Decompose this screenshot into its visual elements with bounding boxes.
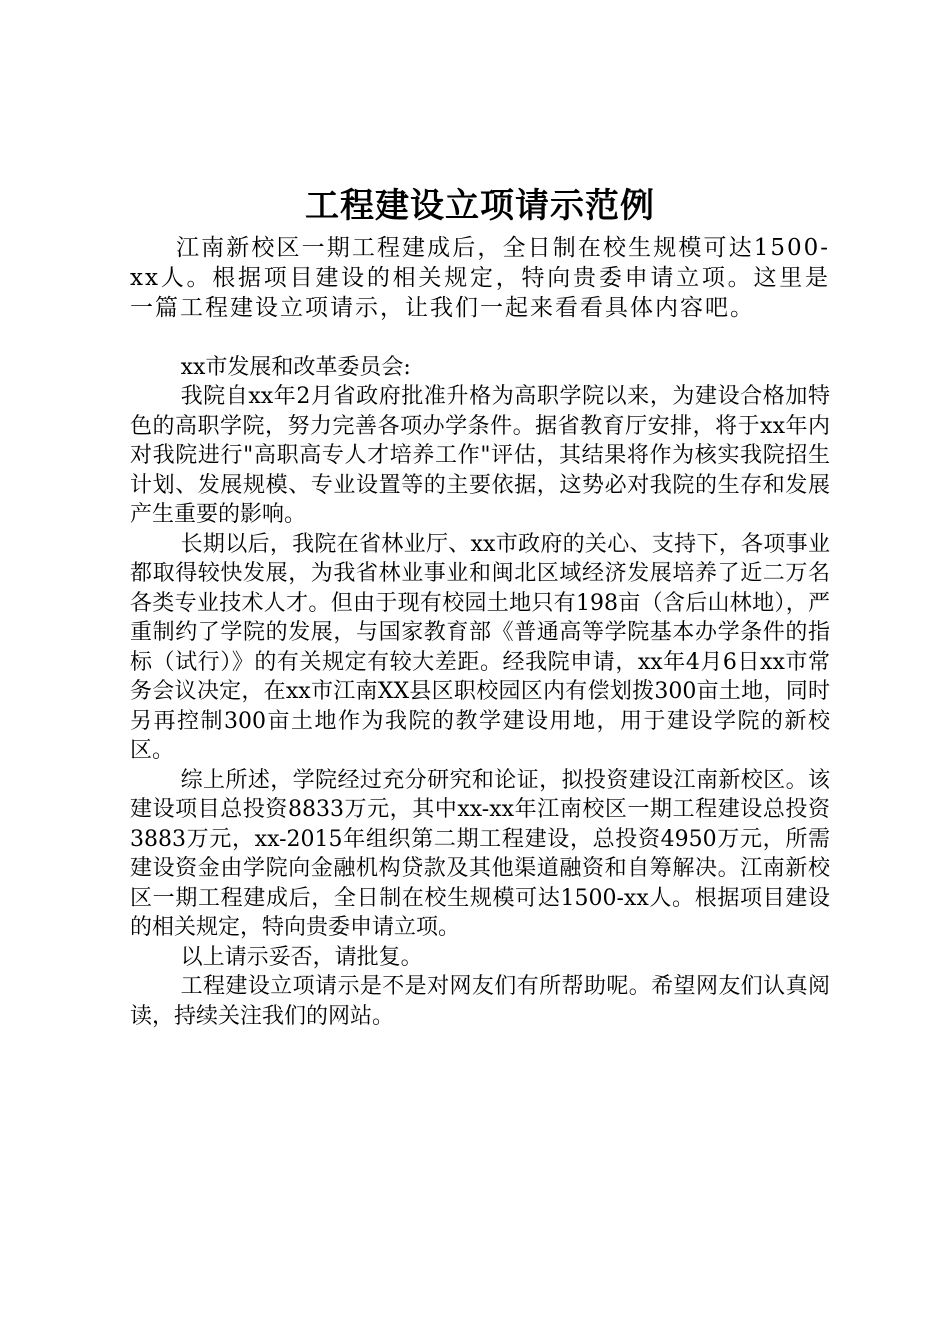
- intro-paragraph: 江南新校区一期工程建成后，全日制在校生规模可达1500-xx人。根据项目建设的相关规定，特向贵委申请立项。这里是一篇工程建设立项请示，让我们一起来看看具体内容吧。: [130, 235, 830, 321]
- blank-line: [130, 323, 830, 353]
- closing-note: 工程建设立项请示是不是对网友们有所帮助呢。希望网友们认真阅读，持续关注我们的网站。: [130, 974, 830, 1029]
- document-title: 工程建设立项请示范例: [305, 186, 655, 226]
- body-paragraph-2: 长期以后，我院在省林业厅、xx市政府的关心、支持下，各项事业都取得较快发展，为我省林业事业和闽北区域经济发展培养了近二万名各类专业技术人才。但由于现有校园土地只有198亩（含后山林地），严重制约了学院的发展，与国家教育部《普通高等学院基本办学条件的指标（试行）》的有关规定有较大差距。经我院申请，xx年4月6日xx市常务会议决定，在xx市江南XX县区职校园区内有偿划拨300亩土地，同时另再控制300亩土地作为我院的教学建设用地，用于建设学院的新校区。: [130, 531, 830, 763]
- document-page: [130, 183, 830, 1031]
- salutation: xx市发展和改革委员会:: [180, 355, 411, 380]
- body-paragraph-1: 我院自xx年2月省政府批准升格为高职学院以来，为建设合格加特色的高职学院，努力完善各项办学条件。据省教育厅安排，将于xx年内对我院进行"高职高专人才培养工作"评估，其结果将作为核实我院招生计划、发展规模、专业设置等的主要依据，这势必对我院的生存和发展产生重要的影响。: [130, 384, 830, 527]
- body-paragraph-3: 综上所述，学院经过充分研究和论证，拟投资建设江南新校区。该建设项目总投资8833万元，其中xx-xx年江南校区一期工程建设总投资3883万元，xx-2015年组织第二期工程建设，总投资4950万元，所需建设资金由学院向金融机构贷款及其他渠道融资和自筹解决。江南新校区一期工程建成后，全日制在校生规模可达1500-xx人。根据项目建设的相关规定，特向贵委申请立项。: [130, 767, 830, 940]
- request-closing: 以上请示妥否，请批复。: [180, 944, 423, 970]
